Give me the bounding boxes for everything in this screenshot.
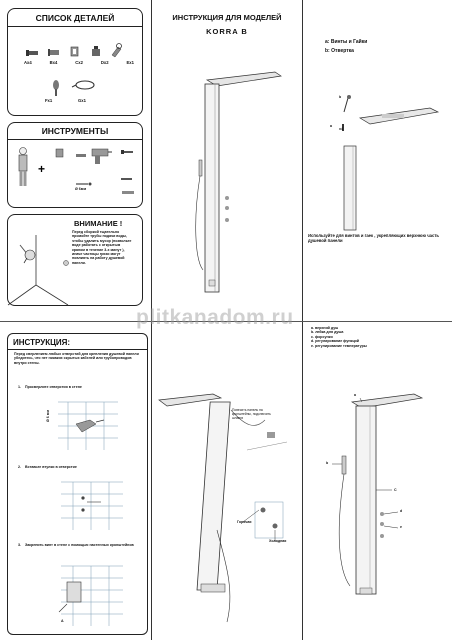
plus-icon: + — [38, 162, 46, 176]
components-list — [311, 326, 449, 348]
step-1-drawing — [38, 394, 128, 459]
screws-label-b: b — [339, 95, 342, 99]
drill-icon — [92, 149, 112, 164]
screws-note: Используйте для винтов и гаек , укрепляющих верхнюю часть душевой панели — [308, 233, 439, 243]
shower-panel-drawing-1 — [185, 70, 285, 310]
part-a-icon — [26, 50, 38, 56]
part-d-icon — [92, 46, 100, 56]
screwdriver-icon — [121, 150, 133, 154]
person-icon — [19, 148, 27, 187]
component-a: a. верхний душ — [311, 326, 339, 330]
warning-panel — [7, 214, 143, 306]
cold-water-label: Холодная — [269, 539, 287, 543]
part-code-a: Ax4 — [24, 60, 32, 65]
bit-icon — [121, 178, 132, 180]
step-3-number: 3. — [18, 543, 21, 547]
component-d: d. регулирование функций — [311, 339, 359, 344]
install-note: Повесить панель на кронштейны, подключить шланги — [232, 408, 271, 420]
screws-label-a: a — [330, 124, 332, 128]
component-label-e: e — [400, 525, 402, 529]
component-label-b: b — [326, 461, 329, 465]
part-f-icon — [53, 80, 59, 96]
step-1-number: 1. — [18, 385, 21, 389]
instructions-title-rule — [7, 349, 148, 350]
step-3-text: Закрепить винт в стене с помощью настенных кронштейнов — [25, 543, 134, 547]
component-c: c. форсунки — [311, 334, 333, 339]
screws-line-b: b: Отвертка — [325, 48, 354, 54]
screws-line-a: a: Винты и Гайки — [325, 39, 368, 45]
instructions-panel — [7, 333, 148, 635]
step-2-drawing — [53, 476, 133, 534]
step-3-drawing — [53, 560, 133, 632]
hot-water-label: Горячая — [237, 520, 252, 524]
shower-panel-drawing-3 — [310, 390, 450, 635]
part-code-e: Ex1 — [126, 60, 134, 65]
parts-list-title-rule — [7, 26, 143, 27]
shower-panel-drawing-2 — [155, 390, 300, 635]
part-code-d: Dx2 — [100, 60, 109, 65]
component-label-d: d — [400, 509, 403, 513]
warning-text: Перед сборкой тщательно промойте трубы подачи воды, чтобы удалить мусор (позвольте воде работать с открытым краном в течение 3-х минут ), иначе частицы грязи могут повлиять на работу душевой панели. — [72, 230, 132, 265]
drill-bit-icon — [76, 183, 92, 186]
top-shower-assembly-drawing — [320, 90, 450, 230]
step-1-dimension: Ø 6 мм — [46, 409, 50, 422]
part-b-icon — [48, 49, 59, 56]
part-code-g: Gx1 — [78, 98, 86, 103]
part-c-icon — [71, 47, 78, 56]
model-header-model: KORRA B — [206, 27, 248, 36]
step-2-text: Вставьте втулки в отверстие — [25, 465, 77, 469]
component-label-a: a — [354, 393, 356, 397]
instructions-intro: Перед сверлением любых отверстий для крепления душевой панели убедитесь, что нет никаких скрытых кабелей или трубопроводов внутри стены. — [14, 352, 139, 365]
parts-list-title: СПИСОК ДЕТАЛЕЙ — [35, 13, 115, 23]
faucet-icon — [64, 261, 69, 266]
step-3-label-a: A — [61, 619, 64, 623]
part-code-b: Bx4 — [49, 60, 58, 65]
pencil-icon — [76, 154, 86, 157]
level-icon — [56, 149, 63, 157]
step-2-number: 2. — [18, 465, 21, 469]
drill-size-label: Ø 6мм — [75, 187, 87, 191]
screws-count: x4 — [339, 127, 343, 131]
part-g-icon — [72, 81, 94, 89]
model-header-title: ИНСТРУКЦИЯ ДЛЯ МОДЕЛЕЙ — [172, 13, 282, 22]
instructions-title: ИНСТРУКЦИЯ: — [13, 338, 71, 347]
component-b: b. лейка для душа — [311, 330, 344, 335]
tools-panel — [7, 122, 143, 208]
tube-icon — [122, 191, 134, 194]
part-code-c: Cx2 — [75, 60, 83, 65]
tools-title: ИНСТРУМЕНТЫ — [41, 126, 109, 136]
part-e-icon — [112, 44, 122, 58]
component-label-c: C — [394, 488, 397, 492]
page-divider-right — [302, 0, 303, 640]
component-e: e. регулирование температуры — [311, 343, 367, 348]
part-codes-row — [24, 60, 134, 65]
warning-title: ВНИМАНИЕ ! — [74, 219, 123, 228]
part-code-f: Fx1 — [45, 98, 53, 103]
tools-icons — [8, 139, 144, 209]
parts-list-panel — [7, 8, 143, 116]
watermark: plitkanadom.ru — [136, 306, 294, 329]
step-1-text: Просверлите отверстия в стене — [25, 385, 82, 389]
